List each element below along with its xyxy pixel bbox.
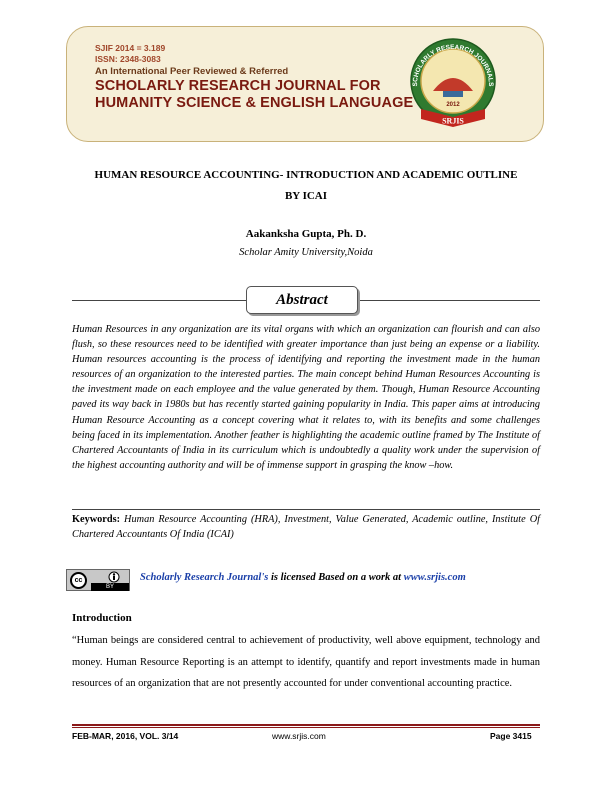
author-affiliation: Scholar Amity University,Noida <box>239 247 373 258</box>
footer-site: www.srjis.com <box>272 731 326 741</box>
license-statement <box>140 572 466 583</box>
paper-title-line1: HUMAN RESOURCE ACCOUNTING- INTRODUCTION AND ACADEMIC OUTLINE <box>94 169 518 181</box>
license-journal: Scholarly Research Journal's <box>140 572 269 583</box>
intro-heading: Introduction <box>72 612 132 624</box>
footer-rule-bottom <box>72 727 540 728</box>
intro-text: “Human beings are considered central to achievement of productivity, well above equipment, technology and money. Human Resource Reporting is an attempt to identify, quantify and report investments made in human resources of an organization that are not presently accounted for under conventional accounting practice. <box>72 635 540 689</box>
keywords <box>72 512 540 542</box>
cc-by-label: BY <box>91 583 129 591</box>
paper-title-line2: BY ICAI <box>284 190 328 202</box>
attribution-icon <box>103 571 125 583</box>
banner-text <box>95 43 413 112</box>
abstract-rule-right <box>358 300 540 301</box>
footer-page: Page 3415 <box>490 731 532 741</box>
journal-title-line1: SCHOLARLY RESEARCH JOURNAL FOR <box>95 78 381 94</box>
sjif-score: SJIF 2014 = 3.189 <box>95 43 166 53</box>
peer-review-label: An International Peer Reviewed & Referred <box>95 66 289 77</box>
abstract-text: Human Resources in any organization are its vital organs with which an organization can flourish and can also flush, so these resources need to be identified with greater importance than just being an expense or a liability. Human resources accounting is the process of identifying and reporting the investment made in the human resources of an organization to the interested parties. The main concept behind Human Resources Accounting is the investment made on each employee and the value generated by them. Though, Human Resource Accounting paved its way back in 1980s but has recently started gaining popularity in India. This paper aims at introducing Human Resource Accounting as a concept covering what it relates to, with its benefits and some challenges being faced in its implementation. Another feather is highlighting the academic outline framed by The Institute of Chartered Accountants of India in its curriculum which is undoubtedly a quality work under the supervision of the highest accounting authority and will be of immense support in grasping the know –how. <box>72 324 540 471</box>
footer-rule-top <box>72 724 540 726</box>
license-site-link[interactable]: www.srjis.com <box>403 572 466 583</box>
journal-banner <box>66 26 544 142</box>
cc-license-badge[interactable] <box>66 569 130 591</box>
keywords-text: Human Resource Accounting (HRA), Investment, Value Generated, Academic outline, Institute Of Chartered Accountants Of India (ICAI) <box>72 514 541 541</box>
author-name: Aakanksha Gupta, Ph. D. <box>245 228 367 240</box>
abstract-heading: Abstract <box>246 286 358 314</box>
abstract-rule-left <box>72 300 246 301</box>
logo-ring-text: SCHOLARLY RESEARCH JOURNALS <box>411 43 495 87</box>
footer-issue: FEB-MAR, 2016, VOL. 3/14 <box>72 731 179 741</box>
journal-title-line2: HUMANITY SCIENCE & ENGLISH LANGUAGE <box>95 95 414 111</box>
license-middle: is licensed Based on a work at <box>268 572 404 583</box>
journal-logo <box>403 35 503 135</box>
keywords-label: Keywords: <box>72 514 121 525</box>
issn: ISSN: 2348-3083 <box>95 54 161 64</box>
keywords-rule <box>72 509 540 510</box>
cc-icon: cc <box>70 572 87 589</box>
paper-title <box>70 165 542 207</box>
logo-year: 2012 <box>446 102 460 108</box>
logo-abbr: SRJIS <box>442 116 464 126</box>
